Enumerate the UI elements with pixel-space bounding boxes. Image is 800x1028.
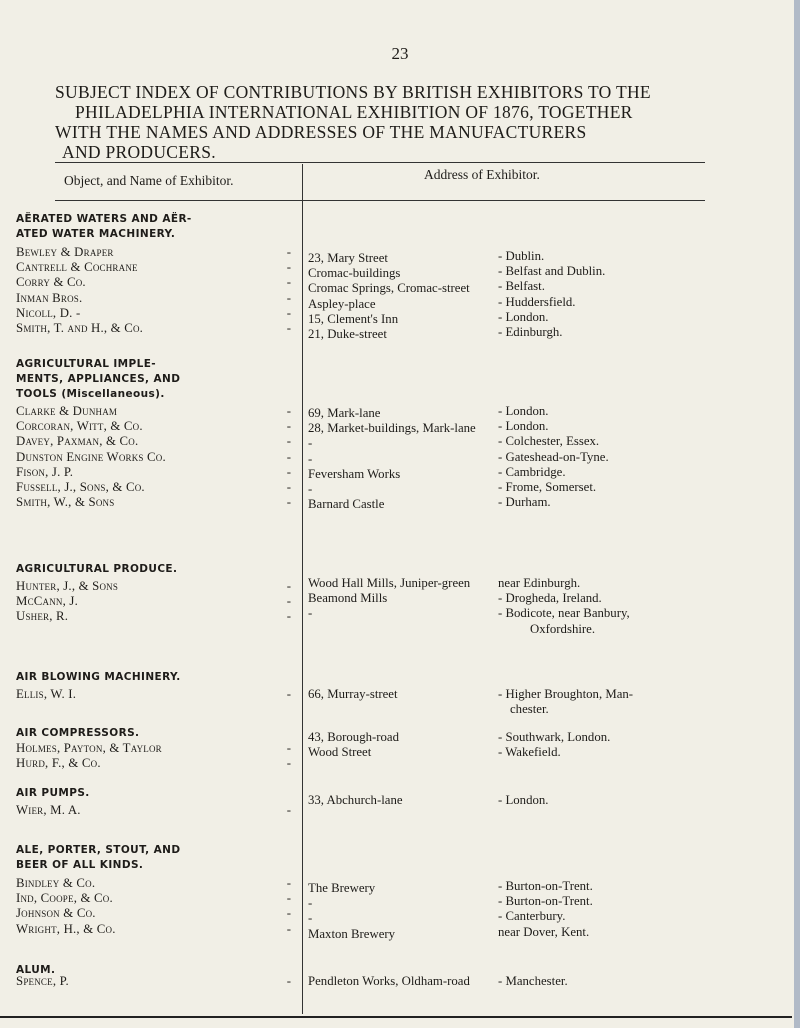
address: Aspley-place <box>308 296 376 311</box>
exhibitor-addresses <box>308 576 518 622</box>
exhibitor-name: Spence, P. <box>16 974 69 988</box>
place: - London. <box>498 309 549 324</box>
place: - Edinburgh. <box>498 324 563 339</box>
address: - <box>308 911 313 926</box>
exhibitor-addresses <box>308 881 518 942</box>
address: Maxton Brewery <box>308 926 396 941</box>
exhibitor-places <box>498 687 718 717</box>
exhibitor-places <box>498 404 718 510</box>
exhibitor-name: Holmes, Payton, & Taylor <box>16 741 162 755</box>
place: - Burton-on-Trent. <box>498 879 593 893</box>
section-heading: AIR BLOWING MACHINERY. <box>16 671 181 683</box>
exhibitor-name: Inman Bros. <box>16 290 83 305</box>
exhibitor-places <box>498 879 718 940</box>
exhibitor-addresses <box>308 974 518 989</box>
place: - London. <box>498 793 549 807</box>
exhibitor-name: Ind, Coope, & Co. <box>16 891 113 906</box>
address: Barnard Castle <box>308 497 385 512</box>
place: - London. <box>498 419 549 434</box>
exhibitor-addresses <box>308 406 518 512</box>
place: - Bodicote, near Banbury, <box>498 606 630 621</box>
exhibitor-names: Bewley & Draper - Cantrell & Cochrane - Corry & Co. - Inman Bros. - Nicoll, D. - - Smith, T. and H., & Co. - <box>16 245 291 336</box>
exhibitor-name: Corry & Co. <box>16 275 86 290</box>
exhibitor-name: Cantrell & Cochrane <box>16 260 138 275</box>
address: - <box>308 451 313 466</box>
column-divider <box>302 164 303 1014</box>
exhibitor-name: Hurd, F., & Co. <box>16 756 101 771</box>
exhibitor-name: Hunter, J., & Sons <box>16 579 119 593</box>
place: - Colchester, Essex. <box>498 434 600 449</box>
exhibitor-names: Bindley & Co. - Ind, Coope, & Co. - Johnson & Co. - Wright, H., & Co. - <box>16 876 291 936</box>
section-heading: AGRICULTURAL IMPLE- MENTS, APPLIANCES, AND TOOLS (Miscellaneous). <box>16 358 181 400</box>
page-edge-shadow <box>794 0 800 1028</box>
title-line: PHILADELPHIA INTERNATIONAL EXHIBITION OF 1876, TOGETHER <box>75 102 633 122</box>
exhibitor-places <box>498 793 718 808</box>
top-rule <box>55 162 705 163</box>
page-number: 23 <box>391 44 409 63</box>
exhibitor-names: Spence, P. - <box>16 974 291 988</box>
place: - Huddersfield. <box>498 294 576 309</box>
place: chester. <box>510 702 549 717</box>
place: - Belfast. <box>498 279 545 294</box>
exhibitor-names: Clarke & Dunham - Corcoran, Witt, & Co. - Davey, Paxman, & Co. - Dunston Engine Works Co. - Fison, J. P. - Fussell, J., Sons, & Co. - Smith, W., & Sons - <box>16 404 291 510</box>
section-heading: AËRATED WATERS AND AËR- ATED WATER MACHINERY. <box>16 213 192 240</box>
place: near Edinburgh. <box>498 576 581 590</box>
place: near Dover, Kent. <box>498 924 590 939</box>
exhibitor-name: Johnson & Co. <box>16 906 96 921</box>
address: 33, Abchurch-lane <box>308 793 403 807</box>
place: - London. <box>498 404 549 418</box>
address: 28, Market-buildings, Mark-lane <box>308 421 476 436</box>
section-heading: AIR COMPRESSORS. <box>16 727 140 739</box>
place: - Belfast and Dublin. <box>498 264 606 279</box>
place: - Burton-on-Trent. <box>498 894 593 909</box>
address: Beamond Mills <box>308 591 388 606</box>
exhibitor-addresses <box>308 730 518 760</box>
place: - Dublin. <box>498 249 545 263</box>
exhibitor-name: Smith, T. and H., & Co. <box>16 321 144 336</box>
exhibitor-name: Bewley & Draper <box>16 245 114 259</box>
address: - <box>308 436 313 451</box>
document-title <box>55 82 715 162</box>
exhibitor-addresses <box>308 687 518 702</box>
exhibitor-name: Nicoll, D. - <box>16 305 81 320</box>
address: 43, Borough-road <box>308 730 399 744</box>
place: - Southwark, London. <box>498 730 611 744</box>
place: - Cambridge. <box>498 464 566 479</box>
address: 15, Clement's Inn <box>308 311 399 326</box>
exhibitor-name: Wier, M. A. <box>16 803 81 817</box>
address: Pendleton Works, Oldham-road <box>308 974 470 988</box>
address: - <box>308 606 313 621</box>
address: Cromac-buildings <box>308 266 401 281</box>
place: - Gateshead-on-Tyne. <box>498 449 609 464</box>
address: - <box>308 481 313 496</box>
exhibitor-name: Ellis, W. I. <box>16 687 77 701</box>
exhibitor-name: Corcoran, Witt, & Co. <box>16 419 143 434</box>
column-header-object: Object, and Name of Exhibitor. <box>64 173 234 188</box>
exhibitor-places <box>498 974 718 989</box>
place: - Canterbury. <box>498 909 566 924</box>
exhibitor-name: Clarke & Dunham <box>16 404 118 418</box>
address: - <box>308 896 313 911</box>
exhibitor-name: Usher, R. <box>16 609 69 624</box>
address: Wood Hall Mills, Juniper-green <box>308 576 471 590</box>
exhibitor-name: Fussell, J., Sons, & Co. <box>16 480 145 495</box>
place: - Wakefield. <box>498 745 561 760</box>
section-heading: AIR PUMPS. <box>16 787 90 799</box>
place: - Durham. <box>498 495 551 510</box>
exhibitor-name: Smith, W., & Sons <box>16 495 115 510</box>
address: Wood Street <box>308 745 372 760</box>
exhibitor-name: Dunston Engine Works Co. <box>16 449 166 464</box>
place: - Drogheda, Ireland. <box>498 591 602 606</box>
address: 69, Mark-lane <box>308 406 381 420</box>
column-header-address: Address of Exhibitor. <box>424 167 540 182</box>
exhibitor-places <box>498 249 718 340</box>
exhibitor-places <box>498 576 718 637</box>
exhibitor-addresses <box>308 793 518 808</box>
exhibitor-places <box>498 730 718 760</box>
place: - Manchester. <box>498 974 568 988</box>
exhibitor-name: Davey, Paxman, & Co. <box>16 434 139 449</box>
address: Feversham Works <box>308 466 401 481</box>
exhibitor-name: McCann, J. <box>16 594 78 609</box>
exhibitor-name: Fison, J. P. <box>16 464 74 479</box>
title-line: AND PRODUCERS. <box>62 142 216 162</box>
address: The Brewery <box>308 881 376 895</box>
address: 21, Duke-street <box>308 326 387 341</box>
bottom-rule <box>0 1016 792 1018</box>
section-heading: AGRICULTURAL PRODUCE. <box>16 563 178 575</box>
exhibitor-names: Wier, M. A. - <box>16 803 291 817</box>
header-rule <box>55 200 705 201</box>
address: 23, Mary Street <box>308 251 388 265</box>
place: - Higher Broughton, Man- <box>498 687 634 701</box>
title-line: SUBJECT INDEX OF CONTRIBUTIONS BY BRITISH EXHIBITORS TO THE <box>55 82 651 102</box>
place: Oxfordshire. <box>530 621 596 636</box>
section-heading: ALE, PORTER, STOUT, AND BEER OF ALL KINDS. <box>16 844 181 871</box>
address: Cromac Springs, Cromac-street <box>308 281 470 296</box>
place: - Frome, Somerset. <box>498 479 597 494</box>
address: 66, Murray-street <box>308 687 398 701</box>
title-line: WITH THE NAMES AND ADDRESSES OF THE MANUFACTURERS <box>55 122 587 142</box>
exhibitor-name: Wright, H., & Co. <box>16 921 116 936</box>
exhibitor-name: Bindley & Co. <box>16 876 96 890</box>
exhibitor-addresses <box>308 251 518 342</box>
section-heading: ALUM. <box>16 964 56 976</box>
exhibitor-names: Holmes, Payton, & Taylor - Hurd, F., & Co. - <box>16 741 291 771</box>
exhibitor-names: Ellis, W. I. - <box>16 687 291 701</box>
exhibitor-names: Hunter, J., & Sons - McCann, J. - Usher, R. - <box>16 579 291 624</box>
